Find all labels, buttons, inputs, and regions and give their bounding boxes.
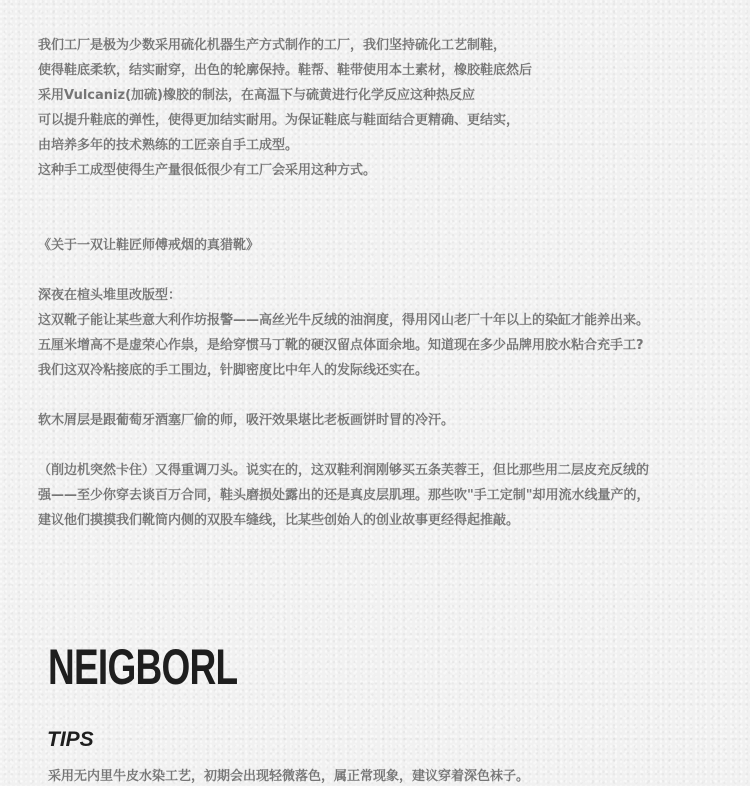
article-line: （削边机突然卡住）又得重调刀头。说实在的，这双鞋利润刚够买五条芙蓉王，但比那些用二层皮充反绒的: [38, 463, 650, 478]
intro-line: 采用Vulcaniz(加硫)橡胶的制法，在高温下与硫黄进行化学反应这种热反应: [38, 88, 475, 103]
intro-line: 由培养多年的技术熟练的工匠亲自手工成型。: [38, 138, 299, 153]
article-line: 强——至少你穿去谈百万合同，鞋头磨损处露出的还是真皮层肌理。那些吹"手工定制"却用流水线量产的，: [38, 488, 650, 503]
article-line: 软木屑层是跟葡萄牙酒塞厂偷的师，吸汗效果堪比老板画饼时冒的冷汗。: [38, 413, 455, 428]
article-line: 五厘米增高不是虚荣心作祟，是给穿惯马丁靴的硬汉留点体面余地。知道现在多少品牌用胶水粘合充手工?: [38, 338, 644, 353]
intro-line: 我们工厂是极为少数采用硫化机器生产方式制作的工厂，我们坚持硫化工艺制鞋，: [38, 38, 507, 53]
article-line: 建议他们摸摸我们靴筒内侧的双股车缝线，比某些创始人的创业故事更经得起推敲。: [38, 513, 520, 528]
article-subtitle: 深夜在楦头堆里改版型：: [38, 288, 182, 303]
article-title: 《关于一双让鞋匠师傅戒烟的真猎靴》: [38, 238, 260, 253]
brand-logo: NEIGBORL: [48, 639, 238, 695]
intro-line: 可以提升鞋底的弹性，使得更加结实耐用。为保证鞋底与鞋面结合更精确、更结实，: [38, 113, 520, 128]
tips-heading: TIPS: [47, 728, 94, 751]
article-line: 我们这双冷粘接底的手工围边，针脚密度比中年人的发际线还实在。: [38, 363, 429, 378]
tips-text: 采用无内里牛皮水染工艺，初期会出现轻微落色，属正常现象，建议穿着深色袜子。: [48, 769, 530, 784]
intro-line: 这种手工成型使得生产量很低很少有工厂会采用这种方式。: [38, 163, 377, 178]
intro-line: 使得鞋底柔软，结实耐穿，出色的轮廓保持。鞋帮、鞋带使用本土素材，橡胶鞋底然后: [38, 63, 533, 78]
article-line: 这双靴子能让某些意大利作坊报警——高丝光牛反绒的油润度，得用冈山老厂十年以上的染缸才能养出来。: [38, 313, 650, 328]
